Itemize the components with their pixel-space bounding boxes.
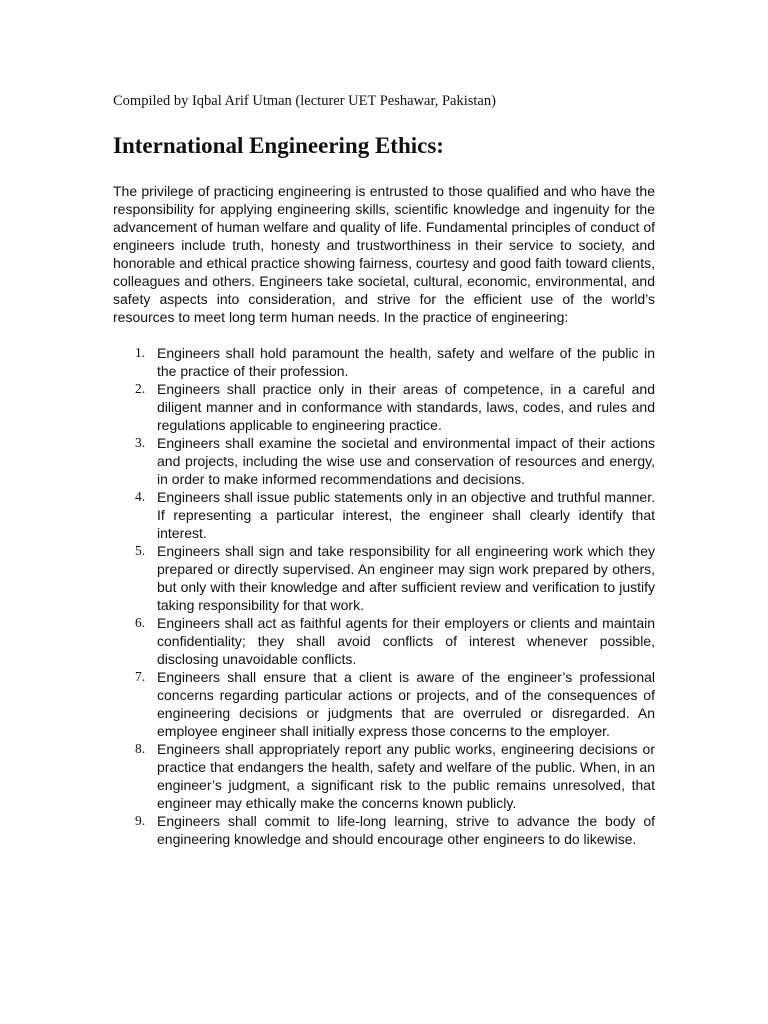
principle-item [113, 668, 655, 740]
document-header: Compiled by Iqbal Arif Utman (lecturer UET Peshawar, Pakistan) [113, 93, 496, 109]
principle-text: Engineers shall issue public statements only in an objective and truthful manner. If representing a particular interest, the engineer shall clearly identify that interest. [157, 489, 655, 541]
principles-list [113, 344, 655, 848]
principle-item [113, 812, 655, 848]
principle-number: 2. [135, 381, 146, 396]
principle-number: 6. [135, 615, 146, 630]
principle-item [113, 434, 655, 488]
principle-text: Engineers shall practice only in their areas of competence, in a careful and diligent manner and in conformance with standards, laws, codes, and rules and regulations applicable to engineering practice. [157, 381, 655, 433]
principle-text: Engineers shall hold paramount the health, safety and welfare of the public in the practice of their profession. [157, 345, 655, 379]
principle-text: Engineers shall sign and take responsibility for all engineering work which they prepared or directly supervised. An engineer may sign work prepared by others, but only with their knowledge and after sufficient review and verification to justify taking responsibility for that work. [157, 543, 655, 613]
principle-item [113, 344, 655, 380]
intro-paragraph: The privilege of practicing engineering is entrusted to those qualified and who have the responsibility for applying engineering skills, scientific knowledge and ingenuity for the advancement of human welfare and quality of life. Fundamental principles of conduct of engineers include truth, honesty and trustworthiness in their service to society, and honorable and ethical practice showing fairness, courtesy and good faith toward clients, colleagues and others. Engineers take societal, cultural, economic, environmental, and safety aspects into consideration, and strive for the efficient use of the world’s resources to meet long term human needs. In the practice of engineering: [113, 183, 655, 325]
principle-item [113, 380, 655, 434]
document-page [113, 92, 655, 848]
principle-text: Engineers shall ensure that a client is aware of the engineer’s professional concerns regarding particular actions or projects, and of the consequences of engineering decisions or judgments that are overruled or disregarded. An employee engineer shall initially express those concerns to the employer. [157, 669, 655, 739]
principle-item [113, 614, 655, 668]
principle-text: Engineers shall commit to life-long learning, strive to advance the body of engineering knowledge and should encourage other engineers to do likewise. [157, 813, 655, 847]
principle-number: 1. [135, 345, 146, 360]
principle-number: 8. [135, 741, 146, 756]
principle-text: Engineers shall act as faithful agents for their employers or clients and maintain confidentiality; they shall avoid conflicts of interest whenever possible, disclosing unavoidable conflicts. [157, 615, 655, 667]
principle-text: Engineers shall appropriately report any public works, engineering decisions or practice that endangers the health, safety and welfare of the public. When, in an engineer’s judgment, a significant risk to the public remains unresolved, that engineer may ethically make the concerns known publicly. [157, 741, 655, 811]
principle-number: 7. [135, 669, 146, 684]
principle-number: 3. [135, 435, 146, 450]
principle-text: Engineers shall examine the societal and environmental impact of their actions and projects, including the wise use and conservation of resources and energy, in order to make informed recommendations and decisions. [157, 435, 655, 487]
principle-item [113, 542, 655, 614]
principle-number: 4. [135, 489, 146, 504]
document-title: International Engineering Ethics: [113, 133, 444, 158]
principle-number: 5. [135, 543, 146, 558]
principle-item [113, 488, 655, 542]
principle-item [113, 740, 655, 812]
principle-number: 9. [135, 813, 146, 828]
